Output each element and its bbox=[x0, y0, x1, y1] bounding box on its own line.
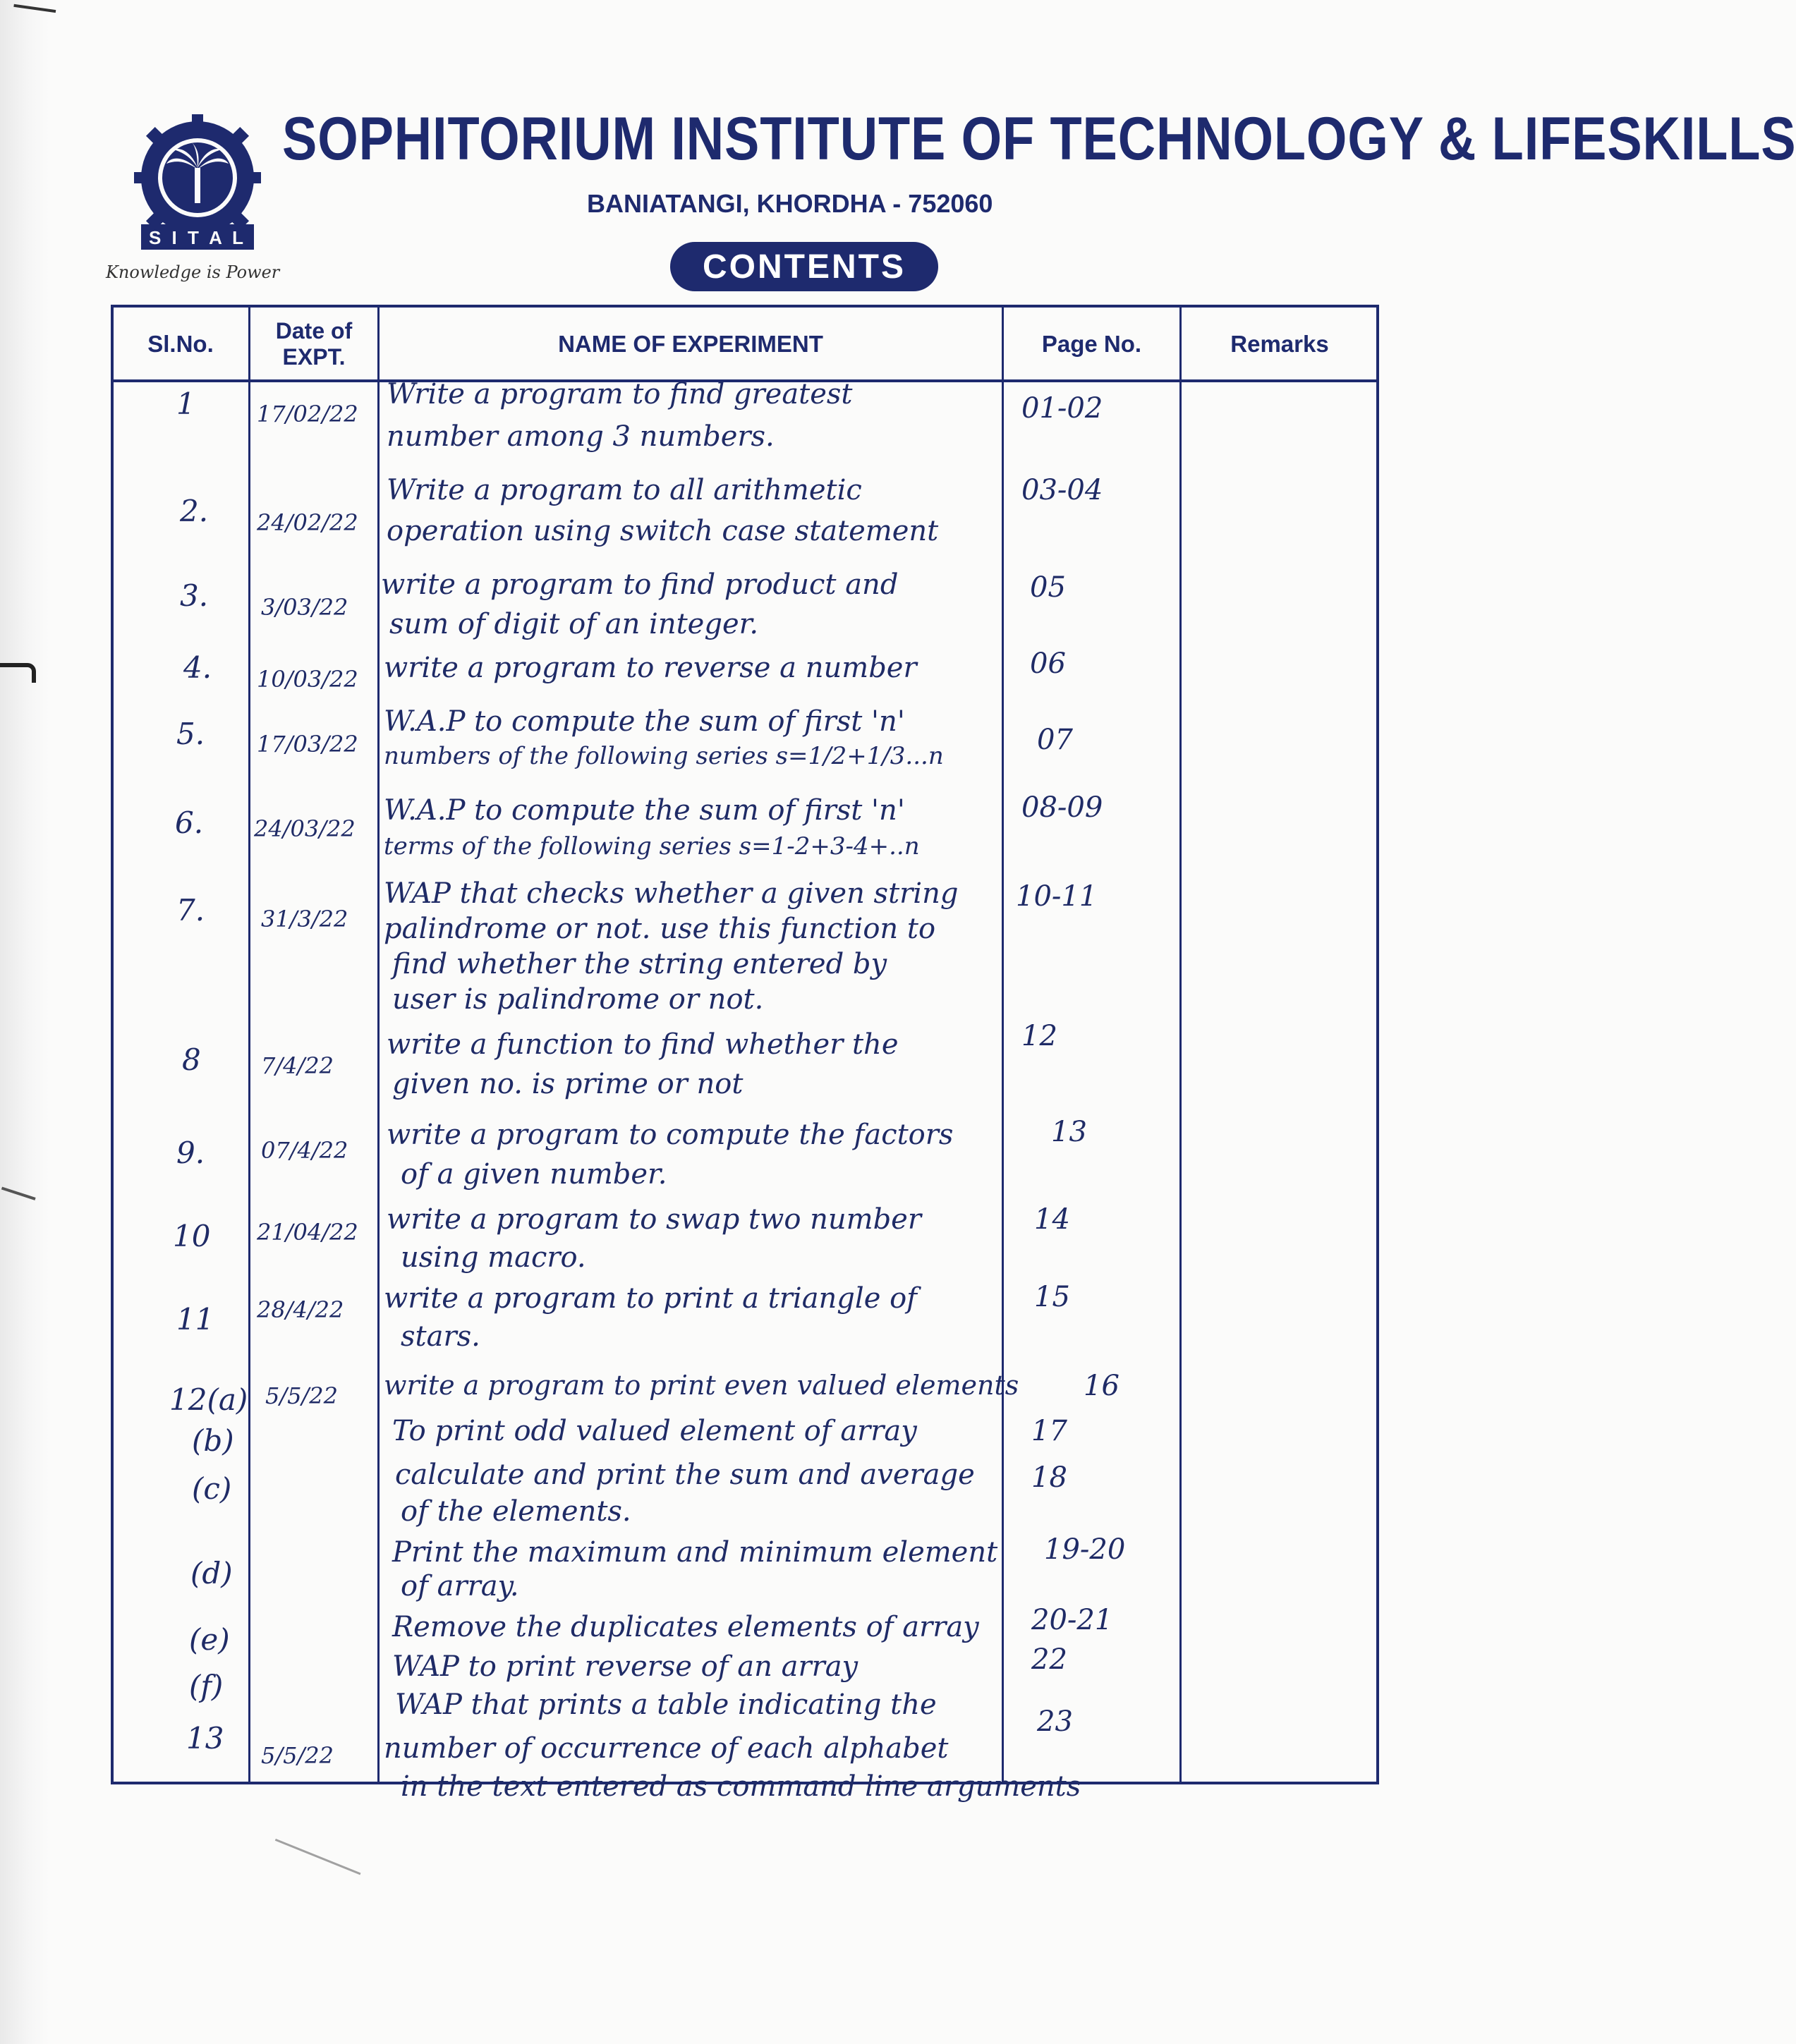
row-page-no: 05 bbox=[1030, 571, 1066, 604]
row-page-no: 22 bbox=[1031, 1643, 1067, 1676]
row-date: 21/04/22 bbox=[257, 1219, 358, 1246]
row-page-no: 03-04 bbox=[1021, 474, 1103, 506]
row-sl-no: 6. bbox=[175, 805, 204, 840]
institute-logo bbox=[127, 113, 268, 254]
row-page-no: 07 bbox=[1037, 724, 1073, 756]
row-experiment-line: WAP that prints a table indicating the bbox=[395, 1689, 937, 1721]
row-experiment-line: number among 3 numbers. bbox=[387, 420, 775, 453]
row-experiment-line: palindrome or not. use this function to bbox=[384, 913, 936, 945]
row-experiment-line: WAP that checks whether a given string bbox=[384, 877, 959, 910]
row-page-no: 08-09 bbox=[1021, 791, 1103, 824]
row-date: 17/02/22 bbox=[257, 401, 358, 427]
contents-badge bbox=[670, 242, 938, 291]
tagline: Knowledge is Power bbox=[106, 262, 280, 282]
row-date: 7/4/22 bbox=[261, 1052, 334, 1079]
row-experiment-line: To print odd valued element of array bbox=[392, 1415, 917, 1447]
row-experiment-line: Write a program to find greatest bbox=[387, 378, 853, 410]
row-experiment-line: operation using switch case statement bbox=[387, 515, 939, 547]
row-experiment-line: write a program to find product and bbox=[381, 568, 899, 601]
row-sl-no: 11 bbox=[176, 1302, 214, 1337]
column-header-remarks: Remarks bbox=[1230, 331, 1329, 358]
row-date: 10/03/22 bbox=[257, 666, 358, 693]
row-date: 5/5/22 bbox=[265, 1382, 338, 1409]
row-date: 31/3/22 bbox=[261, 906, 348, 932]
row-experiment-line: Write a program to all arithmetic bbox=[387, 474, 862, 506]
row-sl-no: 4. bbox=[183, 650, 212, 685]
row-page-no: 01-02 bbox=[1021, 392, 1103, 425]
row-page-no: 12 bbox=[1021, 1020, 1057, 1052]
contents-title: CONTENTS bbox=[703, 248, 906, 286]
row-sl-no: 13 bbox=[186, 1721, 224, 1756]
row-experiment-line: terms of the following series s=1-2+3-4+..n bbox=[384, 832, 920, 860]
row-experiment-line: write a program to print even valued elements bbox=[384, 1370, 1019, 1401]
row-sl-no: 5. bbox=[176, 717, 205, 751]
scan-edge-shadow bbox=[0, 0, 49, 2044]
row-sl-no: (b) bbox=[192, 1423, 234, 1458]
row-experiment-line: given no. is prime or not bbox=[392, 1068, 744, 1100]
row-page-no: 10-11 bbox=[1016, 880, 1098, 913]
column-divider bbox=[248, 305, 250, 1784]
row-page-no: 15 bbox=[1034, 1281, 1070, 1313]
row-page-no: 23 bbox=[1037, 1705, 1073, 1738]
row-sl-no: 2. bbox=[180, 494, 209, 528]
row-experiment-line: number of occurrence of each alphabet bbox=[384, 1732, 949, 1765]
row-page-no: 13 bbox=[1051, 1116, 1087, 1148]
row-experiment-line: write a function to find whether the bbox=[387, 1028, 899, 1061]
row-date: 24/03/22 bbox=[254, 815, 356, 842]
row-experiment-line: W.A.P to compute the sum of first 'n' bbox=[384, 705, 905, 738]
column-header-page: Page No. bbox=[1041, 331, 1142, 358]
row-date: 17/03/22 bbox=[257, 731, 358, 758]
row-experiment-line: stars. bbox=[401, 1320, 480, 1353]
row-date: 07/4/22 bbox=[261, 1137, 348, 1164]
row-sl-no: 3. bbox=[180, 578, 209, 613]
column-divider bbox=[377, 305, 380, 1784]
column-header-date: Date of EXPT. bbox=[275, 318, 353, 370]
row-experiment-line: write a program to reverse a number bbox=[384, 652, 917, 684]
row-sl-no: (f) bbox=[189, 1669, 224, 1703]
row-experiment-line: of a given number. bbox=[401, 1158, 667, 1191]
row-experiment-line: calculate and print the sum and average bbox=[395, 1459, 975, 1491]
row-date: 5/5/22 bbox=[261, 1742, 334, 1769]
row-page-no: 17 bbox=[1031, 1415, 1067, 1447]
row-experiment-line: write a program to swap two number bbox=[387, 1203, 921, 1236]
row-experiment-line: of array. bbox=[401, 1570, 519, 1602]
row-sl-no: 7. bbox=[176, 893, 205, 927]
row-page-no: 06 bbox=[1030, 647, 1066, 680]
row-experiment-line: in the text entered as command line arguments bbox=[401, 1770, 1081, 1803]
row-experiment-line: sum of digit of an integer. bbox=[389, 608, 759, 640]
institute-address: BANIATANGI, KHORDHA - 752060 bbox=[587, 189, 993, 218]
row-date: 3/03/22 bbox=[261, 594, 348, 621]
row-sl-no: (c) bbox=[192, 1471, 232, 1506]
row-date: 24/02/22 bbox=[257, 509, 358, 536]
row-experiment-line: W.A.P to compute the sum of first 'n' bbox=[384, 794, 905, 827]
column-header-name: NAME OF EXPERIMENT bbox=[558, 331, 823, 358]
scan-artifact bbox=[267, 1839, 361, 1894]
row-experiment-line: Print the maximum and minimum element bbox=[392, 1536, 998, 1569]
row-experiment-line: WAP to print reverse of an array bbox=[392, 1650, 858, 1683]
row-experiment-line: find whether the string entered by bbox=[392, 948, 887, 980]
row-sl-no: 10 bbox=[173, 1219, 211, 1253]
row-experiment-line: write a program to print a triangle of bbox=[384, 1282, 917, 1315]
row-experiment-line: write a program to compute the factors bbox=[387, 1119, 954, 1151]
row-experiment-line: Remove the duplicates elements of array bbox=[392, 1611, 979, 1643]
row-page-no: 20-21 bbox=[1031, 1604, 1113, 1636]
column-divider bbox=[1179, 305, 1182, 1784]
scan-artifact bbox=[0, 663, 36, 683]
row-sl-no: 1 bbox=[176, 387, 195, 421]
row-page-no: 19-20 bbox=[1044, 1533, 1126, 1566]
row-sl-no: (d) bbox=[190, 1556, 233, 1590]
row-experiment-line: using macro. bbox=[401, 1241, 586, 1274]
row-date: 28/4/22 bbox=[257, 1296, 344, 1323]
row-page-no: 18 bbox=[1031, 1461, 1067, 1494]
row-sl-no: 8 bbox=[182, 1042, 201, 1077]
column-divider bbox=[1002, 305, 1004, 1784]
institute-name: SOPHITORIUM INSTITUTE OF TECHNOLOGY & LIFESKILLS bbox=[282, 105, 1796, 173]
row-sl-no: 12(a) bbox=[169, 1382, 248, 1417]
logo-text: S I T A L bbox=[148, 227, 247, 248]
row-page-no: 16 bbox=[1084, 1370, 1120, 1402]
row-experiment-line: user is palindrome or not. bbox=[392, 983, 764, 1016]
row-sl-no: (e) bbox=[189, 1622, 230, 1657]
row-sl-no: 9. bbox=[176, 1136, 205, 1170]
row-experiment-line: of the elements. bbox=[401, 1495, 631, 1528]
row-experiment-line: numbers of the following series s=1/2+1/3...n bbox=[384, 742, 944, 770]
column-header-sl-no: Sl.No. bbox=[147, 331, 214, 358]
row-page-no: 14 bbox=[1034, 1203, 1070, 1236]
